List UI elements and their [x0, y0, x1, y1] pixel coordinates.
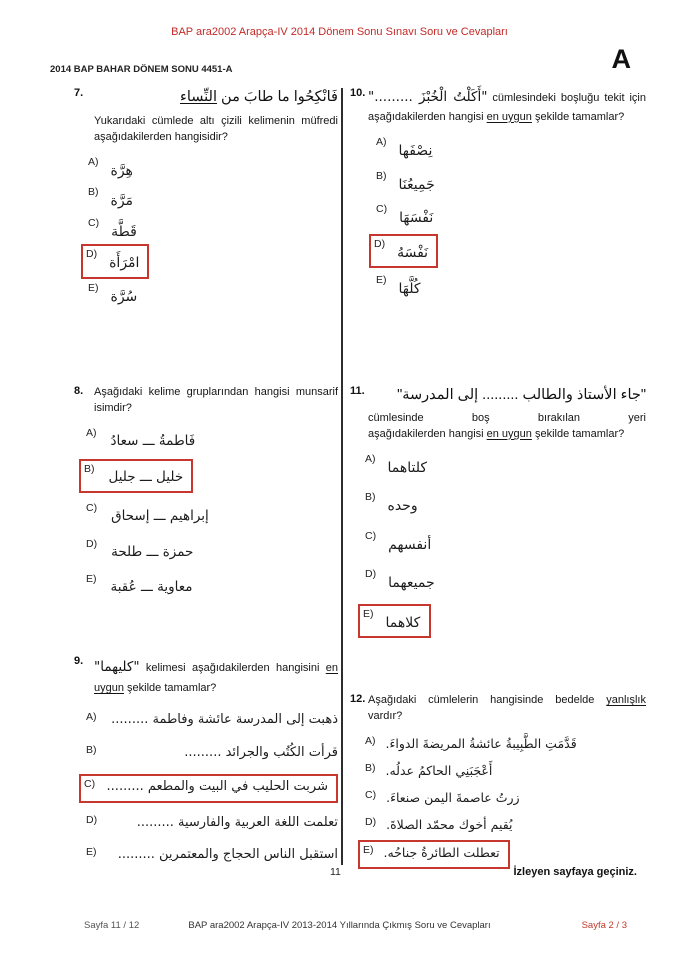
- option-row-e: [86, 846, 338, 865]
- question-8: [52, 385, 338, 597]
- option-letter: D): [365, 568, 377, 581]
- option-letter: A): [365, 452, 376, 465]
- question-stem: [368, 427, 646, 443]
- option-row-c: [86, 502, 338, 526]
- option-letter: E): [86, 846, 97, 859]
- question-number: 11.: [350, 385, 365, 397]
- option-row-e: [376, 274, 646, 299]
- option-row-e-answer-box: [358, 840, 510, 868]
- option-text: كلتاهما: [387, 459, 428, 476]
- option-letter: D): [86, 813, 98, 826]
- option-text: معاوية ـــ عُقبة: [110, 579, 193, 596]
- option-text: تعلمت اللغة العربية والفارسية .........: [136, 814, 338, 830]
- option-row-b-answer-box: [79, 459, 193, 493]
- question-stem: [368, 87, 646, 126]
- next-page-note: İzleyen sayfaya geçiniz.: [513, 866, 637, 878]
- question-stem: [368, 693, 646, 725]
- option-text: كُلَّهَا: [398, 281, 421, 298]
- option-letter: E): [376, 274, 387, 287]
- option-letter: B): [376, 169, 387, 182]
- option-text: فَاطمةُ ـــ سعادُ: [110, 432, 196, 449]
- stem-text-tail: vardır?: [368, 709, 403, 722]
- options-list: [365, 735, 646, 866]
- option-text: تعطلت الطائرةُ جناحُه.: [383, 845, 500, 861]
- stem-underlined: en uygun: [486, 110, 532, 123]
- option-text: أَعْجَبَنِي الحاكمُ عدلُه.: [385, 763, 493, 778]
- option-letter: D): [365, 816, 377, 829]
- option-text: شربت الحليب في البيت والمطعم .........: [106, 778, 328, 794]
- option-letter: A): [365, 734, 376, 747]
- option-text: زرتُ عاصمةَ اليمن صنعاءَ.: [386, 790, 520, 806]
- arabic-quoted-sentence: "أَكَلْتُ الْخُبْزَ .........": [368, 89, 488, 105]
- option-text: يُقيم أخوك محمّد الصلاةَ.: [386, 817, 513, 833]
- question-7: [52, 87, 338, 306]
- question-number: 9.: [74, 655, 84, 667]
- option-letter: C): [88, 216, 100, 229]
- option-letter: A): [88, 155, 99, 168]
- option-row-b: [376, 170, 646, 195]
- option-row-c: [88, 217, 338, 242]
- option-letter: B): [86, 743, 97, 756]
- option-row-d: [365, 568, 646, 593]
- option-row-a: [365, 735, 646, 753]
- option-letter: B): [365, 762, 376, 774]
- option-letter: E): [86, 573, 97, 586]
- option-text: ذهبت إلى المدرسة عائشة وفاطمة .........: [111, 712, 338, 728]
- option-text: استقبل الناس الحجاج والمعتمرين .........: [117, 847, 338, 863]
- question-stem: Aşağıdaki kelime gruplarından hangisi munsarif isimdir?: [94, 386, 338, 414]
- footer-center: BAP ara2002 Arapça-IV 2013-2014 Yıllarında Çıkmış Soru ve Cevapları: [188, 920, 491, 931]
- option-text: امْرَأَة: [109, 255, 140, 272]
- option-text: هِرَّة: [110, 162, 133, 179]
- options-list: [86, 711, 338, 865]
- option-row-c: [365, 530, 646, 555]
- stem-text-tail: şekilde tamamlar?: [123, 682, 217, 695]
- option-row-d: [365, 816, 646, 834]
- options-list: [365, 453, 646, 636]
- option-letter: B): [365, 491, 376, 504]
- option-letter: B): [88, 186, 99, 199]
- options-list: [376, 136, 646, 299]
- stem-text: Aşağıdaki cümlelerin hangisinde bedelde: [368, 694, 607, 706]
- option-row-c: [365, 789, 646, 807]
- column-divider: [341, 88, 343, 865]
- option-letter: C): [84, 777, 96, 790]
- stem-underlined: en uygun: [486, 427, 532, 440]
- question-12: [350, 693, 646, 866]
- question-10: [350, 87, 646, 299]
- option-row-c-answer-box: [79, 774, 338, 803]
- option-text: حمزة ـــ طلحة: [111, 543, 194, 560]
- question-11: [350, 385, 646, 635]
- option-text: إبراهيم ـــ إسحاق: [111, 507, 209, 524]
- option-text: قَطَّة: [111, 223, 137, 240]
- question-number: 12.: [350, 693, 366, 705]
- arabic-sentence-pre: فَانْكِحُوا ما طابَ من: [221, 89, 338, 105]
- option-row-a: [86, 427, 338, 451]
- options-list: [86, 427, 338, 597]
- option-text: نَفْسَهُ: [397, 244, 429, 261]
- option-row-e: [86, 573, 338, 597]
- option-text: قرأت الكُتُب والجرائد .........: [184, 744, 338, 760]
- stem-text: aşağıdakilerden hangisi: [368, 427, 487, 440]
- option-text: نَفْسَهَا: [399, 210, 434, 227]
- option-row-b: [365, 491, 646, 516]
- option-row-d: [86, 814, 338, 833]
- option-row-b: [86, 744, 338, 763]
- option-letter: A): [86, 711, 97, 724]
- option-letter: D): [86, 537, 98, 550]
- option-text: خليل ـــ جليل: [108, 469, 184, 486]
- stem-underlined: yanlışlık: [606, 694, 646, 706]
- option-letter: D): [374, 237, 386, 250]
- question-number: 8.: [74, 385, 84, 397]
- option-letter: E): [363, 607, 374, 620]
- option-row-d-answer-box: [369, 234, 438, 269]
- option-letter: B): [84, 463, 95, 476]
- question-stem: [94, 655, 338, 699]
- option-row-a: [88, 156, 338, 181]
- stem-text: cümlesindeki boşluğu tekit için aşağıdakilerden hangisi: [368, 92, 646, 123]
- option-row-b: [365, 762, 646, 780]
- option-letter: A): [86, 426, 97, 439]
- option-row-e-answer-box: [358, 604, 431, 639]
- option-text: كلاهما: [385, 614, 421, 631]
- option-row-d-answer-box: [81, 244, 149, 279]
- footer-left: Sayfa 11 / 12: [84, 920, 140, 931]
- option-row-b: [88, 186, 338, 211]
- question-9: [52, 655, 338, 865]
- option-letter: C): [365, 789, 377, 802]
- page-title: BAP ara2002 Arapça-IV 2014 Dönem Sonu Sınavı Soru ve Cevapları: [171, 26, 508, 38]
- stem-line-1: cümlesinde boş bırakılan yeri: [368, 411, 646, 424]
- option-letter: C): [365, 529, 377, 542]
- arabic-quoted-word: "كليهما": [94, 659, 140, 675]
- option-letter: E): [88, 281, 99, 294]
- exam-code: 2014 BAP BAHAR DÖNEM SONU 4451-A: [50, 64, 233, 75]
- stem-text-tail: şekilde tamamlar?: [531, 110, 625, 123]
- option-row-d: [86, 538, 338, 562]
- option-letter: D): [86, 248, 98, 261]
- option-letter: A): [376, 136, 387, 149]
- option-text: أنفسهم: [388, 536, 432, 553]
- option-text: نِصْفَها: [398, 143, 433, 160]
- option-row-a: [376, 136, 646, 161]
- option-row-c: [376, 203, 646, 228]
- option-row-a: [365, 453, 646, 478]
- option-letter: C): [376, 203, 388, 216]
- stem-text-tail: şekilde tamamlar?: [531, 427, 625, 440]
- option-letter: C): [86, 501, 98, 514]
- option-row-a: [86, 711, 338, 730]
- question-number: 7.: [74, 87, 84, 99]
- arabic-underlined-word: النِّساء: [180, 89, 217, 105]
- option-letter: E): [363, 844, 374, 857]
- page-number: 11: [330, 866, 341, 878]
- arabic-quoted-sentence: "جاء الأستاذ والطالب ......... إلى المدرسة": [397, 387, 646, 403]
- question-number: 10.: [350, 87, 366, 99]
- option-text: جميعهما: [388, 575, 435, 592]
- option-text: جَمِيعُنَا: [398, 176, 435, 193]
- option-text: مَرَّة: [110, 193, 134, 210]
- option-text: سُرَّة: [110, 288, 138, 305]
- question-stem: Yukarıdaki cümlede altı çizili kelimenin müfredi aşağıdakilerden hangisidir?: [94, 114, 338, 143]
- option-text: قَدَّمَتِ الطَّبِيبةُ عائشةُ المريضةَ الدواءَ.: [385, 735, 577, 751]
- options-list: [88, 156, 338, 307]
- footer-right: Sayfa 2 / 3: [581, 920, 627, 931]
- booklet-letter: A: [611, 44, 631, 74]
- option-row-e: [88, 282, 338, 307]
- stem-underlined: en uygun: [94, 662, 338, 695]
- option-text: وحده: [387, 498, 418, 515]
- arabic-sentence: [154, 87, 338, 109]
- stem-text: kelimesi aşağıdakilerden hangisini: [139, 662, 326, 674]
